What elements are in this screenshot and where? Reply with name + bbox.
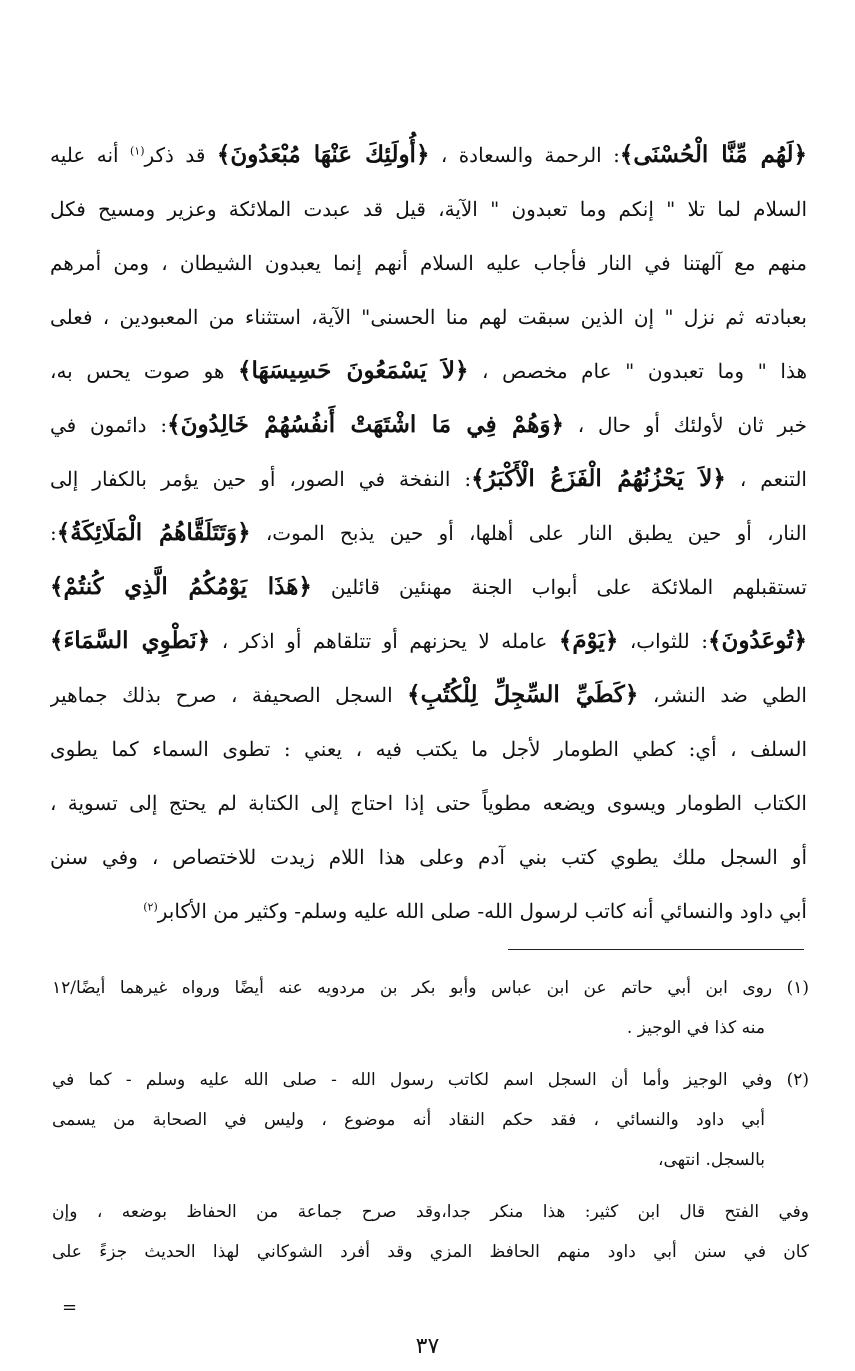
quran-bracket-open: ﴿ bbox=[624, 681, 639, 708]
footnote-line: (٢) وفي الوجيز وأما أن السجل اسم لكاتب رسول الله - صلى الله عليه وسلم - كما في bbox=[52, 1070, 809, 1090]
quran-bracket-close: ﴾ bbox=[216, 141, 231, 168]
quran-bracket-open: ﴿ bbox=[196, 627, 211, 654]
text-line bbox=[50, 236, 807, 290]
quran-bracket-open: ﴿ bbox=[793, 627, 807, 654]
quran-bracket-close: ﴾ bbox=[558, 627, 573, 654]
main-text bbox=[50, 128, 807, 938]
text-segment: السجل الصحيفة ، صرح بذلك جماهير bbox=[50, 683, 408, 707]
footnote-line: وفي الفتح قال ابن كثير: هذا منكر جدا،وقد صرح جماعة من الحفاظ بوضعه ، وإن bbox=[52, 1202, 809, 1222]
text-segment: الطي ضد النشر، bbox=[638, 683, 807, 707]
quran-verse: لاَ يَحْزُنُهُمُ الْفَزَعُ الْأَكْبَرُ bbox=[484, 465, 713, 492]
text-line bbox=[50, 506, 807, 560]
footnote-ref: (١) bbox=[129, 144, 145, 158]
footnotes bbox=[52, 968, 809, 1272]
text-segment: : للثواب، bbox=[618, 629, 708, 653]
quran-verse: تُوعَدُونَ bbox=[721, 627, 794, 654]
text-segment: منهم مع آلهتنا في النار فأجاب عليه السلام أنهم إنما يعبدون الشيطان ، ومن أمرهم bbox=[50, 251, 807, 275]
text-segment: أبي داود والنسائي أنه كاتب لرسول الله- صلى الله عليه وسلم- وكثير من الأكابر bbox=[157, 899, 807, 923]
text-line bbox=[50, 776, 807, 830]
quran-verse: كَطَيِّ السِّجِلِّ لِلْكُتُبِ bbox=[420, 681, 625, 708]
quran-verse: أُولَئِكَ عَنْهَا مُبْعَدُونَ bbox=[230, 141, 416, 168]
quran-bracket-open: ﴿ bbox=[604, 627, 619, 654]
text-line bbox=[50, 398, 807, 452]
text-segment: الكتاب الطومار ويسوى ويضعه مطوياً حتى إذا احتاج إلى الكتابة لم يحتج إلى تسوية ، bbox=[50, 791, 807, 815]
quran-bracket-close: ﴾ bbox=[56, 519, 71, 546]
footnote-line: أبي داود والنسائي ، فقد حكم النقاد أنه موضوع ، وليس في الصحابة من يسمى bbox=[52, 1110, 765, 1130]
text-line bbox=[50, 128, 807, 182]
quran-bracket-close: ﴾ bbox=[50, 573, 64, 600]
quran-bracket-open: ﴿ bbox=[550, 411, 565, 438]
text-segment: قد ذكر bbox=[144, 143, 217, 167]
text-line bbox=[50, 884, 807, 938]
quran-bracket-open: ﴿ bbox=[793, 141, 807, 168]
text-segment: النار، أو حين يطبق النار على أهلها، أو حين يذبح الموت، bbox=[250, 521, 807, 545]
text-line bbox=[50, 452, 807, 506]
quran-bracket-open: ﴿ bbox=[455, 357, 469, 384]
quran-bracket-close: ﴾ bbox=[707, 627, 722, 654]
text-segment: هذا " وما تعبدون " عام مخصص ، bbox=[468, 359, 807, 383]
quran-verse: هَذَا يَوْمُكُمُ الَّذِي كُنتُمْ bbox=[63, 573, 299, 600]
quran-bracket-close: ﴾ bbox=[238, 357, 252, 384]
text-line bbox=[50, 614, 807, 668]
text-line bbox=[50, 830, 807, 884]
quran-bracket-close: ﴾ bbox=[407, 681, 421, 708]
quran-bracket-close: ﴾ bbox=[167, 411, 181, 438]
text-segment: : الرحمة والسعادة ، bbox=[429, 143, 620, 167]
footnote-line: كان في سنن أبي داود منهم الحافظ المزي وقد أفرد الشوكاني لهذا الحديث جزءً على bbox=[52, 1242, 809, 1262]
text-line bbox=[50, 182, 807, 236]
footnote-ref: (٢) bbox=[143, 900, 158, 914]
page-number: ٣٧ bbox=[415, 1334, 440, 1359]
text-segment: التنعم ، bbox=[725, 467, 807, 491]
continuation-mark: = bbox=[62, 1297, 78, 1318]
quran-bracket-open: ﴿ bbox=[712, 465, 726, 492]
text-segment: بعبادته ثم نزل " إن الذين سبقت لهم منا الحسنى" الآية، استثناء من المعبودين ، فعلى bbox=[50, 305, 807, 329]
footnote-separator bbox=[508, 949, 804, 950]
quran-bracket-close: ﴾ bbox=[471, 465, 485, 492]
quran-bracket-open: ﴿ bbox=[237, 519, 251, 546]
footnote-line: بالسجل. انتهى، bbox=[658, 1150, 765, 1170]
text-segment: السلام لما تلا " إنكم وما تعبدون " الآية، قيل قد عبدت الملائكة وعزير ومسيح فكل bbox=[50, 197, 807, 221]
text-line bbox=[50, 344, 807, 398]
quran-bracket-open: ﴿ bbox=[415, 141, 430, 168]
text-line bbox=[50, 722, 807, 776]
text-segment: أنه عليه bbox=[50, 143, 130, 167]
footnote-line: (١) روى ابن أبي حاتم عن ابن عباس وأبو بكر بن مردويه عنه أيضًا ورواه غيرهما أيضًا/١٢ bbox=[52, 978, 809, 998]
quran-bracket-open: ﴿ bbox=[298, 573, 312, 600]
quran-bracket-close: ﴾ bbox=[50, 627, 64, 654]
text-segment: هو صوت يحس به، bbox=[50, 359, 239, 383]
text-segment: : النفخة في الصور، أو حين يؤمر بالكفار إلى bbox=[50, 467, 472, 491]
text-segment: عامله لا يحزنهم أو تتلقاهم أو اذكر ، bbox=[210, 629, 559, 653]
text-segment: : bbox=[50, 521, 57, 545]
text-segment: : دائمون في bbox=[50, 413, 168, 437]
quran-bracket-close: ﴾ bbox=[619, 141, 634, 168]
text-segment: السلف ، أي: كطي الطومار لأجل ما يكتب فيه ، يعني : تطوى السماء كما يطوى bbox=[50, 737, 807, 761]
quran-verse: لَهُم مِّنَّا الْحُسْنَى bbox=[633, 141, 794, 168]
text-segment: خبر ثان لأولئك أو حال ، bbox=[564, 413, 807, 437]
quran-verse: وَتَتَلَقَّاهُمُ الْمَلَائِكَةُ bbox=[70, 519, 238, 546]
footnote-line: منه كذا في الوجيز . bbox=[626, 1018, 765, 1038]
text-line bbox=[50, 560, 807, 614]
text-segment: أو السجل ملك يطوي كتب بني آدم وعلى هذا اللام زيدت للاختصاص ، وفي سنن bbox=[50, 845, 807, 869]
quran-verse: لاَ يَسْمَعُونَ حَسِيسَهَا bbox=[251, 357, 455, 384]
quran-verse: يَوْمَ bbox=[572, 627, 605, 654]
text-segment: تستقبلهم الملائكة على أبواب الجنة مهنئين قائلين bbox=[311, 575, 807, 599]
text-line bbox=[50, 668, 807, 722]
quran-verse: وَهُمْ فِي مَا اشْتَهَتْ أَنفُسُهُمْ خَالِدُونَ bbox=[180, 411, 551, 438]
quran-verse: نَطْوِي السَّمَاءَ bbox=[63, 627, 197, 654]
text-line bbox=[50, 290, 807, 344]
